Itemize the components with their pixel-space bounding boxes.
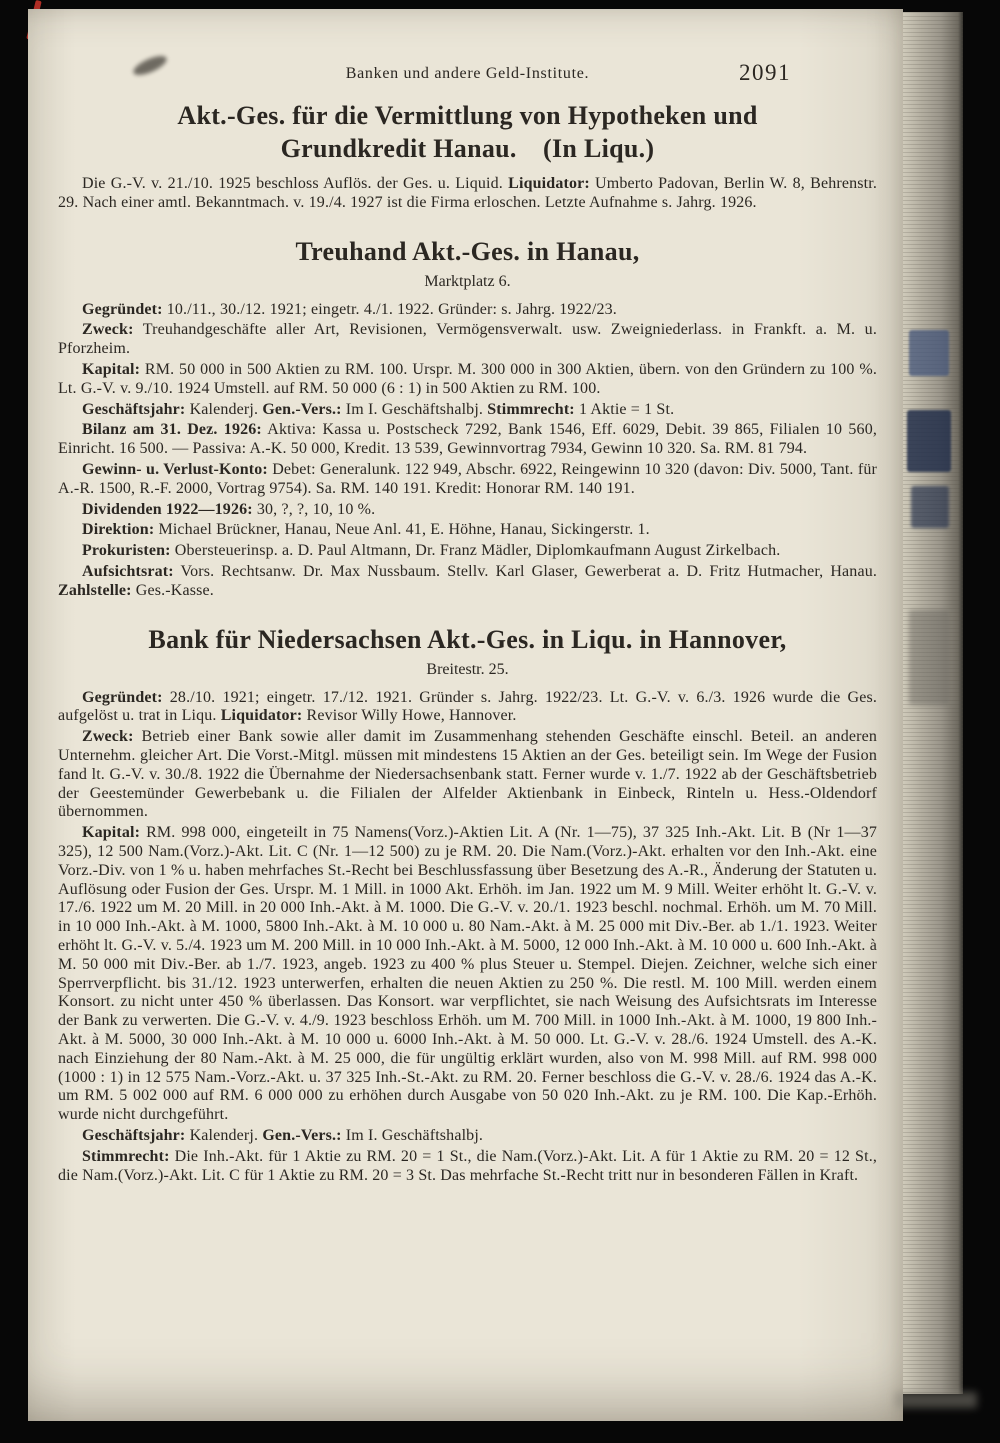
entry-paragraph: Die G.-V. v. 21./10. 1925 beschloss Auflös. der Ges. u. Liquid. Liquidator: Umberto Padovan, Berlin W. 8, Behrenstr. 29. Nach einer amtl. Bekanntmach. v. 19./4. 1927 ist die Firma erloschen. Letzte Aufnahme s. Jahrg. 1926. [58, 175, 877, 211]
entry-field-label: Kapital: [82, 361, 141, 379]
entry-field-label: Bilanz am 31. Dez. 1926: [82, 421, 262, 439]
book-page [28, 9, 903, 1421]
fore-edge-stain [907, 410, 951, 472]
entry-title [58, 99, 877, 165]
entry-field-label: Gen.-Vers.: [262, 400, 342, 418]
entry-field-label: Kapital: [82, 824, 141, 842]
entry-field-label: Stimmrecht: [487, 400, 575, 418]
entry [58, 99, 877, 213]
page-number: 2091 [739, 60, 791, 85]
entry-field-label: Gegründet: [82, 688, 163, 706]
entry-paragraph: Zweck: Betrieb einer Bank sowie aller damit im Zusammenhang stehenden Geschäfte einschl. Beteil. an anderen Unternehm. gleicher Art. Die Vorst.-Mitgl. müssen mit mindestens 15 Aktien an der Ges. beteiligt sein. Im Wege der Fusion fand lt. G.-V. v. 30./8. 1922 die Übernahme der Niedersachsenbank statt. Ferner wurde v. 1./7. 1922 ab der Geschäftsbetrieb der Geestemünder Gewerbebank u. die Filialen der Alfelder Aktienbank in Einbeck, Rinteln u. Hess.-Oldendorf übernommen. [58, 728, 877, 821]
entry-field-label: Zweck: [82, 728, 134, 746]
entry-paragraph: Direktion: Michael Brückner, Hanau, Neue Anl. 41, E. Höhne, Hanau, Sickingerstr. 1. [82, 521, 650, 539]
entry-field-label: Liquidator: [508, 175, 590, 193]
entry [58, 235, 877, 601]
running-head-title: Banken und andere Geld-Institute. [345, 65, 590, 82]
entry-paragraph: Stimmrecht: Die Inh.-Akt. für 1 Aktie zu RM. 20 = 1 St., die Nam.(Vorz.)-Akt. Lit. A für 1 Aktie zu RM. 20 = 12 St., die Nam.(Vorz.)-Akt. Lit. C für 1 Aktie zu RM. 20 = 3 St. Das mehrfache St.-Recht tritt nur in besonderen Fällen in Kraft. [58, 1147, 877, 1184]
entry-field-label: Gegründet: [82, 300, 163, 318]
entries [58, 99, 877, 1185]
entry-field-label: Aufsichtsrat: [82, 563, 174, 580]
entry-title-line: Bank für Niedersachsen Akt.-Ges. in Liqu. in Hannover, [148, 624, 787, 654]
entry-field-label: Gewinn- u. Verlust-Konto: [82, 461, 268, 479]
book-fore-edge [903, 12, 963, 1394]
entry-title [58, 623, 877, 656]
entry-paragraph: Aufsichtsrat: Vors. Rechtsanw. Dr. Max Nussbaum. Stellv. Karl Glaser, Gewerberat a. D. Fritz Hutmacher, Hanau. Zahlstelle: Ges.-Kasse. [58, 563, 877, 599]
entry-field-label: Liquidator: [220, 707, 303, 725]
entry-field-label: Zahlstelle: [58, 581, 132, 599]
entry-field-label: Geschäftsjahr: [82, 1126, 186, 1144]
fore-edge-stain [909, 330, 949, 376]
entry-address: Breitestr. 25. [426, 660, 509, 678]
entry-title-line: Grundkredit Hanau. (In Liqu.) [280, 134, 655, 164]
entry-title-line: Treuhand Akt.-Ges. in Hanau, [295, 236, 640, 266]
entry-paragraph: Zweck: Treuhandgeschäfte aller Art, Revisionen, Vermögensverwalt. usw. Zweigniederlass. in Frankft. a. M. u. Pforzheim. [58, 321, 877, 358]
entry-field-label: Geschäftsjahr: [82, 400, 186, 418]
entry-paragraph: Kapital: RM. 998 000, eingeteilt in 75 Namens(Vorz.)-Aktien Lit. A (Nr. 1—75), 37 325 Inh.-Akt. Lit. B (Nr 1—37 325), 12 500 Nam.(Vorz.)-Akt. Lit. C (Nr. 1—12 500) zu je RM. 20. Die Nam.(Vorz.)-Akt. erhalten vor den Inh.-Akt. eine Vorz.-Div. von 1 % u. haben mehrfaches St.-Recht bei Beschlussfassung über Besetzung des A.-R., Änderung der Statuten u. Auflösung oder Fusion der Ges. Urspr. M. 1 Mill. in 1000 Akt. Erhöh. im Jan. 1922 um M. 9 Mill. Weiter erhöht lt. G.-V. v. 17./6. 1922 um M. 20 Mill. in 20 000 Inh.-Akt. à M. 1000. Die G.-V. v. 20./1. 1923 beschl. nochmal. Erhöh. um M. 70 Mill. in 10 000 Inh.-Akt. à M. 1000, 5800 Inh.-Akt. à M. 10 000 u. 80 Nam.-Akt. à M. 25 000 mit Div.-Ber. ab 1./1. 1923. Weiter erhöht lt. G.-V. v. 5./4. 1923 um M. 200 Mill. in 10 000 Inh.-Akt. à M. 5000, 12 000 Inh.-Akt. à M. 10 000 u. 600 Inh.-Akt. à M. 50 000 mit Div.-Ber. ab 1./7. 1923, angeb. 1923 zu 400 % plus Steuer u. Stempel. Diejen. Zeichner, welche sich einer Sperrverpflicht. bis 31./12. 1923 unterwerfen, erhalten die neuen Aktien zu 250 %. Die restl. M. 100 Mill. werden einem Konsort. zu nicht unter 450 % überlassen. Das Konsort. war verpflichtet, sie nach Weisung des Aufsichtsrats im Interesse der Bank zu verwerten. Die G.-V. v. 4./9. 1923 beschloss Erhöh. um M. 700 Mill. in 1000 Inh.-Akt. à M. 1000, 19 800 Inh.-Akt. à M. 5000, 30 000 Inh.-Akt. à M. 10 000 u. 6000 Inh.-Akt. à M. 50 000. Lt. G.-V. v. 28./6. 1924 Umstell. des A.-K. nach Einziehung der 80 Nam.-Akt. à M. 25 000, die für ungültig erklärt wurden, also von M. 998 Mill. auf RM. 998 000 (1000 : 1) in 12 575 Nam.-Vorz.-Akt. u. 37 325 Inh.-St.-Akt. zu RM. 20. Ferner beschloss die G.-V. v. 28./6. 1924 das A.-K. um RM. 5 002 000 auf RM. 6 000 000 zu erhöhen durch Ausgabe von 50 020 Inh.-Akt. zu je RM. 100. Die Kap.-Erhöh. wurde nicht durchgeführt. [58, 824, 877, 1124]
entry-paragraph: Bilanz am 31. Dez. 1926: Aktiva: Kassa u. Postscheck 7292, Bank 1546, Eff. 6029, Debit. 39 865, Filialen 10 560, Einricht. 16 500. — Passiva: A.-K. 50 000, Kredit. 13 539, Gewinnvortrag 7934, Gewinn 10 320. Sa. RM. 81 794. [58, 421, 878, 458]
entry-field-label: Zweck: [82, 321, 134, 339]
entry-field-label: Stimmrecht: [82, 1147, 170, 1165]
entry-paragraph: Gegründet: 10./11., 30./12. 1921; eingetr. 4./1. 1922. Gründer: s. Jahrg. 1922/23. [82, 300, 617, 318]
entry-field-label: Dividenden 1922—1926: [82, 500, 253, 518]
entry-paragraph: Prokuristen: Obersteuerinsp. a. D. Paul Altmann, Dr. Franz Mädler, Diplomkaufmann August Zirkelbach. [82, 542, 781, 560]
entry-paragraph: Geschäftsjahr: Kalenderj. Gen.-Vers.: Im I. Geschäftshalbj. Stimmrecht: 1 Aktie = 1 St. [82, 400, 675, 418]
entry-field-label: Direktion: [82, 521, 155, 539]
entry-title-line: Akt.-Ges. für die Vermittlung von Hypotheken und [177, 101, 758, 130]
entry-paragraph: Gegründet: 28./10. 1921; eingetr. 17./12. 1921. Gründer s. Jahrg. 1922/23. Lt. G.-V. v. 6./3. 1926 wurde die Ges. aufgelöst u. trat in Liqu. Liquidator: Revisor Willy Howe, Hannover. [58, 688, 877, 725]
page-content [28, 9, 903, 1185]
entry-paragraph: Dividenden 1922—1926: 30, ?, ?, 10, 10 %. [82, 500, 376, 518]
entry-paragraph: Kapital: RM. 50 000 in 500 Aktien zu RM. 100. Urspr. M. 300 000 in 300 Aktien, übern. von den Gründern zu 100 %. Lt. G.-V. v. 9./10. 1924 Umstell. auf RM. 50 000 (6 : 1) in 500 Aktien zu RM. 100. [58, 361, 877, 397]
running-head [58, 60, 877, 85]
fore-edge-shadow [895, 1392, 977, 1408]
entry-field-label: Prokuristen: [82, 542, 171, 560]
fore-edge-stain [911, 486, 949, 528]
entry [58, 623, 877, 1186]
entry-field-label: Gen.-Vers.: [262, 1126, 342, 1144]
entry-paragraph: Gewinn- u. Verlust-Konto: Debet: Generalunk. 122 949, Abschr. 6922, Reingewinn 10 320 (davon: Div. 5000, Tant. für A.-R. 1500, R.-F. 2000, Vortrag 9754). Sa. RM. 140 191. Kredit: Honorar RM. 140 191. [58, 461, 878, 497]
fore-edge-stain [909, 610, 949, 705]
entry-paragraph: Geschäftsjahr: Kalenderj. Gen.-Vers.: Im I. Geschäftshalbj. [82, 1126, 484, 1144]
entry-title [58, 235, 877, 268]
entry-address: Marktplatz 6. [424, 272, 511, 290]
